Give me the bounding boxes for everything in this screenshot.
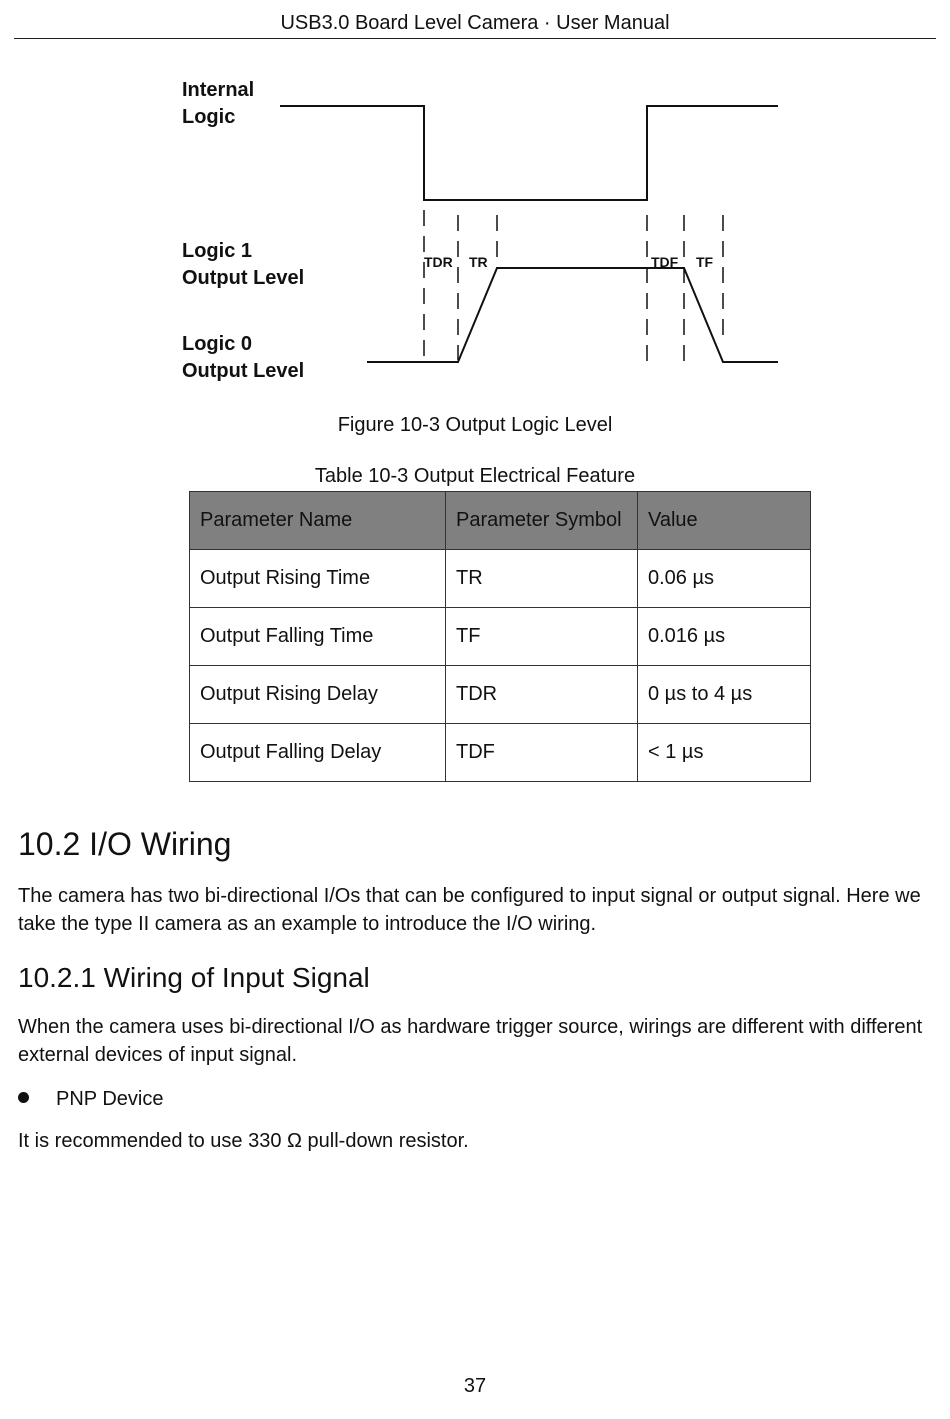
internal-logic-label: Internal Logic <box>182 79 255 128</box>
table-row <box>190 724 811 782</box>
internal-logic-signal <box>280 106 778 200</box>
cell-symbol: TF <box>446 608 638 666</box>
logic1-label: Logic 1 Output Level <box>182 240 305 289</box>
tdf-marker: TDF <box>651 254 679 270</box>
subsection-text: When the camera uses bi-directional I/O as hardware trigger source, wirings are different with different external devices of input signal. <box>18 1016 923 1066</box>
tf-marker: TF <box>696 254 714 270</box>
section-title: 10.2 I/O Wiring <box>18 826 232 862</box>
header-title: USB3.0 Board Level Camera · User Manual <box>280 12 670 34</box>
tdr-marker: TDR <box>424 254 453 270</box>
table-row <box>190 608 811 666</box>
cell-symbol: TR <box>446 550 638 608</box>
guide-lines <box>424 210 723 362</box>
bullet-label: PNP Device <box>56 1088 164 1110</box>
output-logic-diagram <box>0 0 950 400</box>
figure-caption: Figure 10-3 Output Logic Level <box>337 414 613 436</box>
cell-value: 0.016 µs <box>638 608 811 666</box>
output-electrical-table <box>189 491 811 782</box>
cell-value: 0 µs to 4 µs <box>638 666 811 724</box>
section-intro: The camera has two bi-directional I/Os that can be configured to input signal or output signal. Here we take the type II camera as an example to introduce the I/O wiring. <box>18 885 921 935</box>
resistor-note: It is recommended to use 330 Ω pull-down resistor. <box>18 1130 469 1152</box>
cell-symbol: TDR <box>446 666 638 724</box>
table-row <box>190 666 811 724</box>
cell-symbol: TDF <box>446 724 638 782</box>
subsection-title: 10.2.1 Wiring of Input Signal <box>18 962 370 993</box>
table-caption: Table 10-3 Output Electrical Feature <box>314 465 636 487</box>
cell-name: Output Falling Time <box>190 608 446 666</box>
bullet-dot-icon <box>18 1092 29 1103</box>
cell-name: Output Rising Delay <box>190 666 446 724</box>
table-row <box>190 550 811 608</box>
logic0-label: Logic 0 Output Level <box>182 333 305 382</box>
header-value: Value <box>638 492 811 550</box>
header-parameter-name: Parameter Name <box>190 492 446 550</box>
cell-value: 0.06 µs <box>638 550 811 608</box>
timing-waveform <box>0 0 950 400</box>
cell-name: Output Falling Delay <box>190 724 446 782</box>
cell-name: Output Rising Time <box>190 550 446 608</box>
table-header-row <box>190 492 811 550</box>
page-number: 37 <box>463 1375 487 1397</box>
tr-marker: TR <box>469 254 488 270</box>
header-parameter-symbol: Parameter Symbol <box>446 492 638 550</box>
cell-value: < 1 µs <box>638 724 811 782</box>
output-signal <box>367 268 778 362</box>
bullet-item <box>18 1086 163 1112</box>
